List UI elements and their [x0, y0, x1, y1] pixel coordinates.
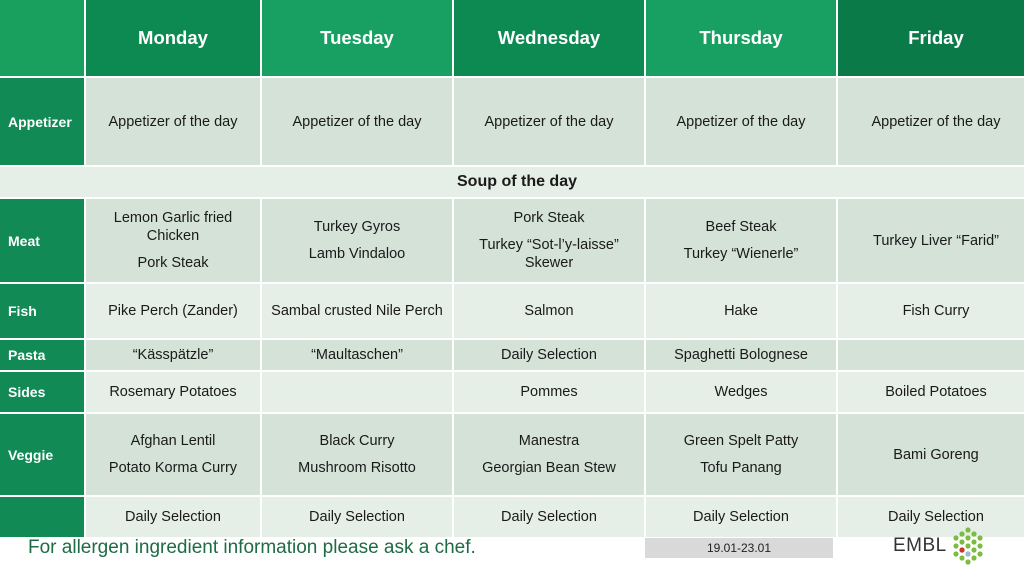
- embl-logo-icon: [948, 526, 988, 568]
- corner-cell: [0, 0, 84, 76]
- veggie-friday: [838, 414, 1024, 495]
- meat-tuesday: [262, 199, 452, 282]
- sides-wednesday: Pommes: [454, 372, 644, 412]
- sides-monday: Rosemary Potatoes: [86, 372, 260, 412]
- veggie-wednesday: [454, 414, 644, 495]
- veggie-tuesday-line-2: Mushroom Risotto: [298, 460, 416, 476]
- veggie-monday: [86, 414, 260, 495]
- allergen-note: For allergen ingredient information please ask a chef.: [28, 537, 476, 558]
- daily-friday: Daily Selection: [838, 497, 1024, 537]
- meat-wednesday-line-2: Turkey “Sot-l’y-laisse”: [479, 237, 619, 253]
- fish-monday: Pike Perch (Zander): [86, 284, 260, 338]
- meat-tuesday-line-1: Turkey Gyros: [313, 219, 401, 235]
- appetizer-wednesday: Appetizer of the day: [454, 78, 644, 165]
- meat-wednesday-line-3: Skewer: [524, 255, 574, 271]
- meat-monday: [86, 199, 260, 282]
- meat-thursday-line-2: Turkey “Wienerle”: [683, 246, 799, 262]
- day-header-tuesday: Tuesday: [262, 0, 452, 76]
- daily-tuesday: Daily Selection: [262, 497, 452, 537]
- appetizer-monday: Appetizer of the day: [86, 78, 260, 165]
- pasta-monday: “Kässpätzle”: [86, 340, 260, 370]
- appetizer-friday: Appetizer of the day: [838, 78, 1024, 165]
- row-label-sides: Sides: [0, 372, 84, 412]
- sides-friday: Boiled Potatoes: [838, 372, 1024, 412]
- meat-thursday-line-1: Beef Steak: [705, 219, 777, 235]
- meat-monday-line-2: Chicken: [146, 228, 200, 244]
- fish-thursday: Hake: [646, 284, 836, 338]
- veggie-wednesday-line-2: Georgian Bean Stew: [482, 460, 616, 476]
- meat-wednesday: [454, 199, 644, 282]
- meat-wednesday-line-1: Pork Steak: [513, 210, 585, 226]
- appetizer-tuesday: Appetizer of the day: [262, 78, 452, 165]
- meat-monday-line-3: Pork Steak: [137, 255, 209, 271]
- veggie-wednesday-line-1: Manestra: [518, 433, 580, 449]
- day-header-thursday: Thursday: [646, 0, 836, 76]
- meat-thursday: [646, 199, 836, 282]
- veggie-friday-line-1: Bami Goreng: [893, 446, 979, 463]
- meat-friday: [838, 199, 1024, 282]
- soup-of-the-day: Soup of the day: [0, 167, 1024, 197]
- row-label-veggie: Veggie: [0, 414, 84, 495]
- meat-tuesday-line-2: Lamb Vindaloo: [308, 246, 406, 262]
- day-header-wednesday: Wednesday: [454, 0, 644, 76]
- veggie-thursday: [646, 414, 836, 495]
- row-label-daily: [0, 497, 84, 537]
- fish-tuesday: Sambal crusted Nile Perch: [262, 284, 452, 338]
- meat-monday-line-1: Lemon Garlic fried: [113, 210, 233, 226]
- veggie-tuesday-line-1: Black Curry: [319, 433, 395, 449]
- pasta-tuesday: “Maultaschen”: [262, 340, 452, 370]
- veggie-thursday-line-1: Green Spelt Patty: [683, 433, 799, 449]
- row-label-appetizer: Appetizer: [0, 78, 84, 165]
- brand-name: EMBL: [893, 535, 947, 556]
- veggie-thursday-line-2: Tofu Panang: [700, 460, 782, 476]
- appetizer-thursday: Appetizer of the day: [646, 78, 836, 165]
- sides-thursday: Wedges: [646, 372, 836, 412]
- daily-wednesday: Daily Selection: [454, 497, 644, 537]
- meat-friday-line-1: Turkey Liver “Farid”: [873, 232, 999, 249]
- row-label-pasta: Pasta: [0, 340, 84, 370]
- pasta-wednesday: Daily Selection: [454, 340, 644, 370]
- day-header-monday: Monday: [86, 0, 260, 76]
- row-label-meat: Meat: [0, 199, 84, 282]
- veggie-monday-line-2: Potato Korma Curry: [108, 460, 238, 476]
- fish-friday: Fish Curry: [838, 284, 1024, 338]
- veggie-monday-line-1: Afghan Lentil: [130, 433, 216, 449]
- veggie-tuesday: [262, 414, 452, 495]
- pasta-thursday: Spaghetti Bolognese: [646, 340, 836, 370]
- daily-monday: Daily Selection: [86, 497, 260, 537]
- row-label-fish: Fish: [0, 284, 84, 338]
- fish-wednesday: Salmon: [454, 284, 644, 338]
- date-range: 19.01-23.01: [645, 538, 833, 558]
- day-header-friday: Friday: [838, 0, 1024, 76]
- daily-thursday: Daily Selection: [646, 497, 836, 537]
- sides-tuesday: [262, 372, 452, 412]
- pasta-friday: [838, 340, 1024, 370]
